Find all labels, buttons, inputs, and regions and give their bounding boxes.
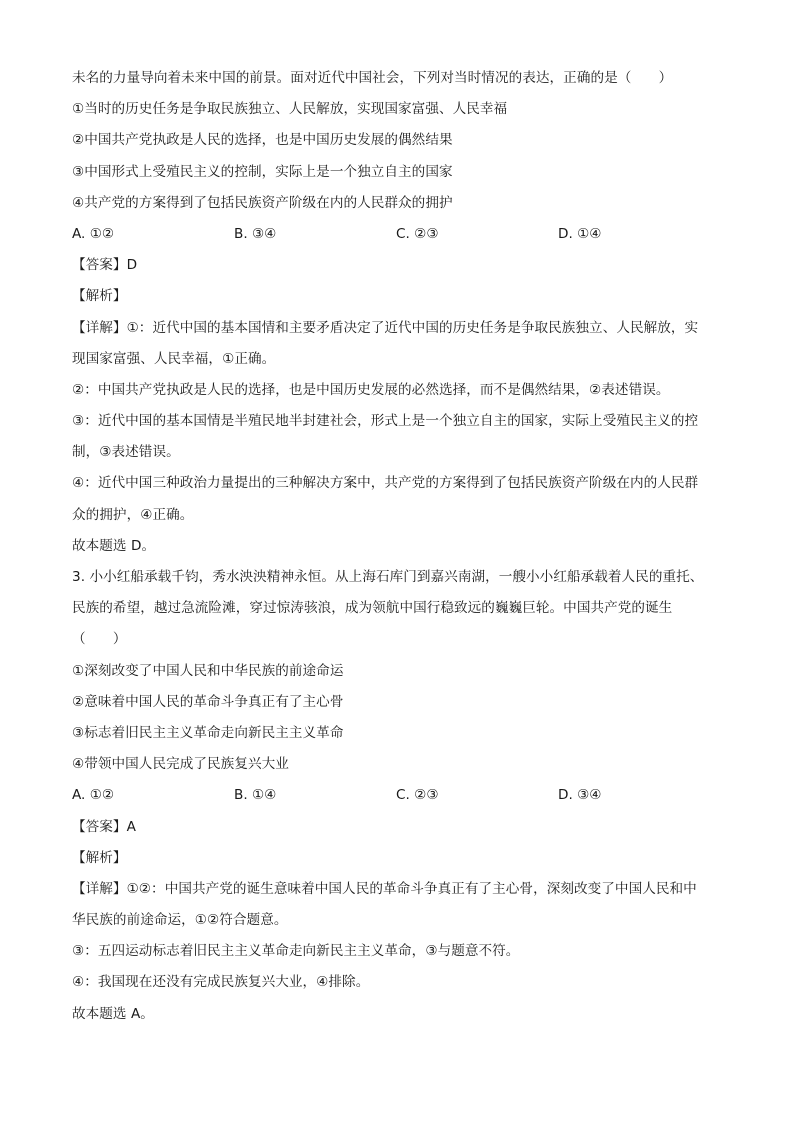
q3-item-4: ④带领中国人民完成了民族复兴大业 (72, 756, 289, 773)
q2-conclusion: 故本题选 D。 (72, 537, 156, 554)
q3-item-3: ③标志着旧民主主义革命走向新民主主义革命 (72, 724, 344, 741)
q3-stem-line-1: 3. 小小红船承载千钧，秀水泱泱精神永恒。从上海石库门到嘉兴南湖，一艘小小红船承载着人民的重托、 (72, 569, 704, 585)
q3-option-c: C. ②③ (396, 787, 439, 804)
q2-item-1: ①当时的历史任务是争取民族独立、人民解放，实现国家富强、人民幸福 (72, 101, 508, 118)
q3-option-a: A. ①② (72, 787, 115, 804)
q2-item-2: ②中国共产党执政是人民的选择，也是中国历史发展的偶然结果 (72, 132, 453, 149)
q3-stem-line-3: （ ） (72, 631, 127, 648)
q2-option-b: B. ③④ (234, 225, 277, 242)
q3-detail-line-1: 【详解】①②：中国共产党的诞生意味着中国人民的革命斗争真正有了主心骨，深刻改变了中国人民和中 (72, 880, 697, 897)
q2-detail-line-3: ②：中国共产党执政是人民的选择，也是中国历史发展的必然选择，而不是偶然结果，②表述错误。 (72, 381, 670, 398)
q3-option-d: D. ③④ (558, 787, 602, 804)
q3-stem-line-2: 民族的希望，越过急流险滩，穿过惊涛骇浪，成为领航中国行稳致远的巍巍巨轮。中国共产党的诞生 (72, 600, 673, 617)
q2-stem-tail: 未名的力量导向着未来中国的前景。面对近代中国社会，下列对当时情况的表达，正确的是（ ） (72, 70, 673, 86)
q2-item-3: ③中国形式上受殖民主义的控制，实际上是一个独立自主的国家 (72, 163, 453, 180)
q3-answer: 【答案】A (72, 818, 136, 835)
q3-analysis-label: 【解析】 (72, 849, 127, 866)
q2-option-c: C. ②③ (396, 225, 439, 242)
q2-detail-line-7: 众的拥护，④正确。 (72, 506, 194, 523)
page-content (72, 63, 724, 1030)
q3-detail-line-3: ③：五四运动标志着旧民主主义革命走向新民主主义革命，③与题意不符。 (72, 943, 520, 960)
q2-detail-line-5: 制，③表述错误。 (72, 444, 180, 461)
q2-detail-line-6: ④：近代中国三种政治力量提出的三种解决方案中，共产党的方案得到了包括民族资产阶级在内的人民群 (72, 475, 699, 492)
q3-conclusion: 故本题选 A。 (72, 1005, 154, 1022)
q3-option-b: B. ①④ (234, 787, 277, 804)
q3-options (72, 780, 724, 811)
q3-item-2: ②意味着中国人民的革命斗争真正有了主心骨 (72, 693, 344, 710)
q2-option-a: A. ①② (72, 225, 115, 242)
q2-detail-line-2: 现国家富强、人民幸福，①正确。 (72, 350, 276, 367)
q2-detail-line-1: 【详解】①：近代中国的基本国情和主要矛盾决定了近代中国的历史任务是争取民族独立、人民解放，实 (72, 319, 699, 336)
q3-item-1: ①深刻改变了中国人民和中华民族的前途命运 (72, 662, 344, 679)
q3-detail-line-2: 华民族的前途命运，①②符合题意。 (72, 912, 288, 929)
q2-item-4: ④共产党的方案得到了包括民族资产阶级在内的人民群众的拥护 (72, 194, 453, 211)
q2-answer: 【答案】D (72, 257, 138, 274)
q2-analysis-label: 【解析】 (72, 288, 127, 305)
q3-detail-line-4: ④：我国现在还没有完成民族复兴大业，④排除。 (72, 974, 370, 991)
q2-options (72, 219, 724, 250)
q2-detail-line-4: ③：近代中国的基本国情是半殖民地半封建社会，形式上是一个独立自主的国家，实际上受殖民主义的控 (72, 413, 699, 430)
q2-option-d: D. ①④ (558, 225, 602, 242)
